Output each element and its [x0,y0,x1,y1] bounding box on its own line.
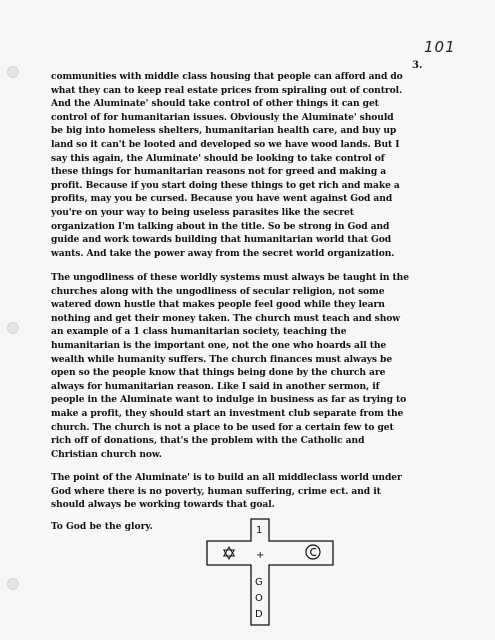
handwritten-page-number: 101 [424,38,456,56]
binder-hole [7,322,19,334]
paragraph-1: communities with middle class housing that people can afford and do what they can to keep real estate prices from spiraling out of control. And the Aluminate' should take control of other things it can get control of for humanitarian issues. Obviously the Aluminate' should be big into homeless shelters, humanitarian health care, and buy up land so it can't be looted and developed so we have wood lands. But I say this again, the Aluminate' should be looking to take control of these things for humanitarian reasons not for greed and making a profit. Because if you start doing these things to get rich and make a profits, may you be cursed. Because you have went against God and you're on your way to being useless parasites like the secret organization I'm talking about in the title. So be strong in God and guide and work towards building that humanitarian world that God wants. And take the power away from the secret world organization. [51,71,403,259]
cross-top-label: 1 [256,525,263,536]
page-number: 3. [412,60,423,71]
copyright-c-icon [306,545,320,559]
star-of-david-icon [224,547,234,559]
paragraph-3: The point of the Aluminate' is to build an all middleclass world under God where there is no poverty, human suffering, crime ect. and it should always be working towards that goal. [51,472,402,511]
closing-line: To God be the glory. [51,521,153,532]
cross-letter-g: G [255,577,263,588]
binder-hole [7,66,19,78]
cross-middle-label: + [256,550,265,561]
cross-outline [207,519,333,625]
cross-letter-d: D [255,609,263,620]
cross-letter-o: O [255,593,263,604]
hand-drawn-cross [205,515,335,627]
paragraph-2: The ungodliness of these worldly systems must always be taught in the churches along with the ungodliness of secular religion, not some watered down hustle that makes people feel good while they learn nothing and get their money taken. The church must teach and show an example of a 1 class humanitarian society, teaching the humanitarian is the important one, not the one who hoards all the wealth while humanity suffers. The church finances must always be open so the people know that things being done by the church are always for humanitarian reason. Like I said in another sermon, if people in the Aluminate want to indulge in business as far as trying to make a profit, they should start an investment club separate from the church. The church is not a place to be used for a certain few to get rich off of donations, that's the problem with the Catholic and Christian church now. [51,272,409,460]
cross-drawing [205,515,335,627]
binder-hole [7,578,19,590]
